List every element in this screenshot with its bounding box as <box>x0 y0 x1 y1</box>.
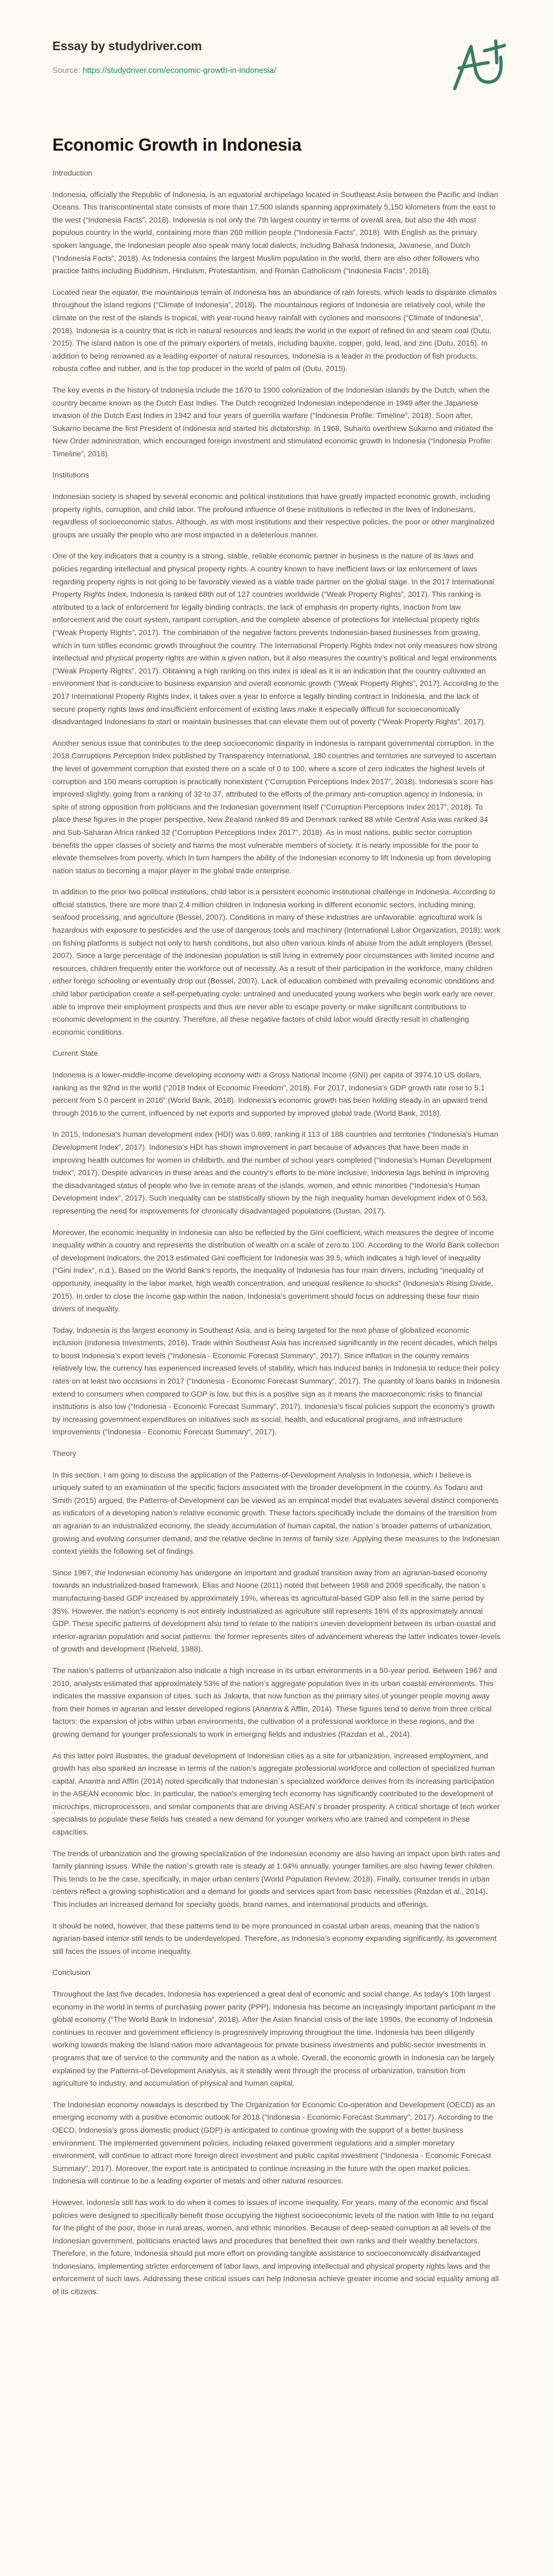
paragraph: In 2015, Indonesia’s human development index (HDI) was 0.689, ranking it 113 of 188 countries and territories (“Indonesia’s Human Development Index”, 2017). Indonesia’s HDI has shown improvement in part because of advances that have been made in improving health outcomes for women in childbirth, and the number of school years completed (“Indonesia’s Human Development Index”, 2017). Despite advances in these areas and the country’s efforts to be more inclusive, Indonesia lags behind in improving the disadvantaged status of people who live in remote areas of the islands, women, and ethnic minorities (“Indonesia’s Human Development Index”, 2017). Such inequality can be statistically shown by the high inequality human development index of 0.563, representing the need for improvements for chronically disadvantaged populations (Dustan, 2017). <box>52 1130 498 1216</box>
paragraph: Today, Indonesia is the largest economy in Southeast Asia, and is being targeted for the next phase of globalized economic inclusion (Indonesia Investments, 2016). Trade within Southeast Asia has increased significantly in the recent decades, which helps to boost Indonesia’s export levels (“Indonesia - Economic Forecast Summary”, 2017). Since inflation in the country remains relatively low, the currency has experienced increased levels of stability, which has induced banks in Indonesia to reduce their policy rates on at least two occasions in 2017 (“Indonesia - Economic Forecast Summary”, 2017). The quantity of loans banks in Indonesia extend to consumers when compared to GDP is low, but this is a positive sign as it means the macroeconomic risks to financial institutions is also low (“Indonesia - Economic Forecast Summary”, 2017). Indonesia’s fiscal policies support the economy’s growth by increasing government expenditures on initiatives such as social, health, and educational programs, and infrastructure improvements (“Indonesia - Economic Forecast Summary”, 2017). <box>52 1326 500 1437</box>
source-link[interactable]: https://studydriver.com/economic-growth-in-indonesia/ <box>82 66 276 75</box>
source-label: Source: <box>52 66 83 75</box>
page-header <box>0 0 553 154</box>
paragraph: The key events in the history of Indonesia include the 1670 to 1900 colonization of the Indonesian islands by the Dutch, when the country became known as the Dutch East Indies. The Dutch recognized Indonesian independence in 1949 after the Japanese invasion of the Dutch East Indies in 1942 and four years of guerrilla warfare (“Indonesia Profile: Timeline”, 2018). Soon after, Sukarno became the first President of Indonesia and started his dictatorship. In 1968, Suharto overthrew Sukarno and initiated the New Order administration, which encouraged foreign investment and stimulated economic growth in Indonesia (“Indonesia Profile: Timeline”, 2018). <box>52 386 494 458</box>
paragraph: Indonesia is a lower-middle-income developing economy with a Gross National Income (GNI) per capita of 3974.10 US dollars, ranking as the 92nd in the world (“2018 Index of Economic Freedom”, 2018). For 2017, Indonesia’s GDP growth rate rose to 5.1 percent from 5.0 percent in 2016” (World Bank, 2018). Indonesia’s economic growth has been holding steady in an upward trend through 2016 to the current, influenced by net exports and supported by improved global trade (World Bank, 2018). <box>52 1071 488 1118</box>
paragraph: Located near the equator, the mountainous terrain of Indonesia has an abundance of rain forests, which leads to disparate climates throughout the island regions (“Climate of Indonesia”, 2018). The mountainous regions of Indonesia are relatively cool, while the climate on the rest of the islands is tropical, with year-round heavy rainfall with cyclones and monsoons (“Climate of Indonesia”, 2018). Indonesia is a country that is rich in natural resources and leads the world in the export of refined tin and steam coal (Dutu, 2015). The island nation is one of the primary exporters of metals, including bauxite, copper, gold, lead, and zinc (Dutu, 2015). In addition to being renowned as a leading exporter of natural resources, Indonesia is a leader in the production of fish products, robusta coffee and rubber, and is the top producer in the world of palm oil (Dutu, 2015). <box>52 288 497 374</box>
section-heading-current-state: Current State <box>52 1049 98 1058</box>
paragraph: The Indonesian economy nowadays is described by The Organization for Economic Co-operation and Development (OECD) as an emerging economy with a positive economic outlook for 2018 (“Indonesia - Economic Forecast Summary”, 2017). According to the OECD, Indonesia’s gross domestic product (GDP) is anticipated to continue growing with the support of a better business environment. The implemented government policies, including relaxed government regulations and a simpler monetary environment, will continue to attract more foreign direct investment and public capital investment (“Indonesia - Economic Forecast Summary”, 2017). Moreover, the export rate is anticipated to continue increasing in the future with the open market policies. Indonesia will continue to be a leading exporter of metals and other natural resources. <box>52 2100 495 2186</box>
brand-title: Essay by studydriver.com <box>52 39 202 53</box>
essay-title: Economic Growth in Indonesia <box>52 135 301 154</box>
paragraph: Indonesia, officially the Republic of Indonesia, is an equatorial archipelago located in Southeast Asia between the Pacific and Indian Oceans. This transcontinental state consists of more than 17,500 islands spanning approximately 5,150 kilometers from the east to the west (“Indonesia Facts”, 2018). Indonesia is not only the 7th largest country in terms of overall area, but also the 4th most populous country in the world, containing more than 260 million people (“Indonesia Facts”, 2018). With English as the primary spoken language, the Indonesian people also speak many local dialects, including Bahasa Indonesia, Javanese, and Dutch (“Indonesia Facts”, 2018). As Indonesia contains the largest Muslim population in the world, there are also other followers who practice faiths including Buddhism, Hinduism, Protestantism, and Roman Catholicism (“Indonesia Facts”, 2018). <box>52 190 498 276</box>
paragraph: The nation’s patterns of urbanization also indicate a high increase in its urban environments in a 50-year period. Between 1967 and 2010, analysts estimated that approximately 53% of the nation’s aggregate population lives in its urban coastal environments. This indicates the massive expansion of cities, such as Jakarta, that now function as the primary sites of younger people moving away from their homes in agrarian and lesser developed regions (Anantra & Afflin, 2014). These figures tend to derive from three critical factors: the expansion of jobs within urban environments, the cultivation of a professional workforce in these regions, and the growing demand for younger professionals to work in emerging fields and industries (Razdan et al., 2014). <box>52 1666 497 1739</box>
section-heading-conclusion: Conclusion <box>52 1968 91 1978</box>
paragraph: Since 1967, the Indonesian economy has undergone an important and gradual transition away from an agrarian-based economy towards an industrialized-based framework. Elias and Noone (2011) noted that between 1968 and 2009 specifically, the nation`s manufacturing-based GDP increased by approximately 19%, whereas its agricultural-based GDP also fell in the same period by 35%. However, the nation’s economy is not entirely industrialized as agriculture still represents 16% of its approximately annual GDP. These specific patterns of development also tend to relate to the nation’s uneven development between its urban-coastal and interior-agrarian population and social patterns: the former represents sites of advancement whereas the latter indicates lower-levels of growth and development (Rielveld, 1988). <box>52 1568 501 1654</box>
a-plus-grade-icon <box>444 35 509 95</box>
paragraph: It should be noted, however, that these patterns tend to be more pronounced in coastal urban areas, meaning that the nation’s agrarian-based interior still tends to be underdeveloped. Therefore, as Indonesia’s economy expanding significantly, its government still faces the issues of income inequality. <box>52 1921 497 1956</box>
paragraph: Indonesian society is shaped by several economic and political institutions that have greatly impacted economic growth, including property rights, corruption, and child labor. The profound influence of these institutions is reflected in the lives of Indonesians, regardless of socioeconomic status. Although, as with most institutions and their respective policies, the poor or other marginalized groups are usually the people who are most impacted in a deleterious manner. <box>52 493 495 540</box>
essay-body <box>52 167 501 2308</box>
paragraph: Moreover, the economic inequality in Indonesia can also be reflected by the Gini coefficient, which measures the degree of income inequality within a country and represents the distribution of wealth on a scale of zero to 100. According to the World Bank collection of development indicators, the 2013 estimated Gini coefficient for Indonesia was 39.5, which indicates a high level of inequality (“Gini Index”, n.d.). Based on the World Bank’s reports, the inequality of Indonesia has four main drivers, including “inequality of opportunity, inequality in the labor market, high wealth concentration, and unequal resilience to shocks” (Indonesia's Rising Divide, 2015). In order to close the income gap within the nation, Indonesia’s government should focus on addressing these four main drivers of inequality. <box>52 1228 500 1314</box>
paragraph: However, Indonesia still has work to do when it comes to issues of income inequality. For years, many of the economic and fiscal policies were designed to specifically benefit those occupying the highest socioeconomic levels of the nation with little to no regard for the plight of the poor, those in rural areas, women, and ethnic minorities. Because of deep-seated corruption at all levels of the Indonesian government, politicians enacted laws and procedures that benefited their own ranks and their wealthy benefactors. Therefore, in the future, Indonesia should put more effort on providing tangible assistance to socioeconomically disadvantaged Indonesians, implementing stricter enforcement of labor laws, and improving intellectual and physical property rights laws and the enforcement of such laws. Addressing these critical issues can help Indonesia achieve greater income and social equality among all of its citizens. <box>52 2198 499 2297</box>
paragraph: The trends of urbanization and the growing specialization of the Indonesian economy are also having an impact upon birth rates and family planning issues. While the nation`s growth rate is steady at 1.04% annually, younger families are also having fewer children. This tends to be the case, specifically, in major urban centers (World Population Review, 2018). Finally, consumer trends in urban centers reflect a growing sophistication and a demand for goods and services apart from basic necessities (Razdan et al., 2014). This includes an increased demand for specialty goods, brand names, and international products and offerings. <box>52 1849 500 1910</box>
paragraph: Throughout the last five decades, Indonesia has experienced a great deal of economic and social change. As today’s 10th largest economy in the world in terms of purchasing power parity (PPP), Indonesia has become an increasingly important participant in the global economy (“The World Bank In Indonesia”, 2018). After the Asian financial crisis of the late 1990s, the economy of Indonesia continues to recover and government efficiency is progressively improving throughout the time. Indonesia has been diligently working towards making the island nation more advantageous for private business investments and public-sector investments in programs that are of service to the community and the nation as a whole. Overall, the economic growth in Indonesia can be largely explained by the Patterns-of-Development Analysis, as it steadily went through the process of urbanization, transition from agriculture to industry, and accumulation of physical and human capital. <box>52 1990 496 2088</box>
paragraph: Another serious issue that contributes to the deep socioeconomic disparity in Indonesia is rampant governmental corruption. In the 2018 Corruptions Perception Index published by Transparency International, 180 countries and territories are surveyed to ascertain the level of government corruption that existed there on a scale of 0 to 100, where a score of zero indicates the highest levels of corruption and 100 means corruption is practically nonexistent (“Corruption Perceptions Index 2017”, 2018). Indonesia’s score has improved slightly, going from a ranking of 32 to 37, attributed to the efforts of the primary anti-corruption agency in Indonesia, in spite of strong opposition from politicians and the Indonesian government itself (“Corruption Perceptions Index 2017”, 2018). To place these figures in the proper perspective, New Zealand ranked 89 and Denmark ranked 88 while Central Asia was ranked 34 and Sub-Saharan Africa ranked 32 (“Corruption Perceptions Index 2017”, 2018). As in most nations, public sector corruption benefits the upper classes of society and harms the most vulnerable members of society. It is nearly impossible for the poor to elevate themselves from poverty, which in turn hampers the ability of the Indonesian economy to lift Indonesia up from developing nation status to becoming a major player in the global trade enterprise. <box>52 739 496 875</box>
section-heading-introduction: Introduction <box>52 169 93 178</box>
paragraph: One of the key indicators that a country is a strong, stable, reliable economic partner in business is the nature of its laws and policies regarding intellectual and physical property rights. A country known to have inefficient laws or lax enforcement of laws regarding property rights is not going to be favorably viewed as a viable trade partner on the global stage. In the 2017 International Property Rights Index, Indonesia is ranked 68th out of 127 countries worldwide (“Weak Property Rights”, 2017). This ranking is attributed to a lack of enforcement for legally binding contracts, the lack of emphasis on property rights, inaction from law enforcement and the court system, rampant corruption, and the complete absence of protections for intellectual property rights (“Weak Property Rights”, 2017). The combination of the negative factors prevents Indonesian-based businesses from growing, which in turn stifles economic growth throughout the country. The International Property Rights Index not only measures how strong intellectual and physical property rights are within a given nation, but it also measures the country’s political and legal environments (“Weak Property Rights”, 2017). Obtaining a high ranking on this index is ideal as it is an indication that the country cultivated an environment that is conducive to business expansion and overall economic growth (“Weak Property Rights”, 2017). According to the 2017 International Property Rights Index, it takes over a year to enforce a legally binding contract in Indonesia, and the lack of secure property rights laws and insufficient enforcement of existing laws make it especially difficult for socioeconomically disadvantaged Indonesians to start or maintain businesses that can elevate them out of poverty (“Weak Property Rights”, 2017). <box>52 552 499 727</box>
section-heading-institutions: Institutions <box>52 471 89 480</box>
section-heading-theory: Theory <box>52 1449 77 1459</box>
paragraph: In this section, I am going to discuss the application of the Patterns-of-Development Analysis in Indonesia, which I believe is uniquely suited to an examination of the specific factors associated with the broader development in the country. As Todaro and Smith (2015) argued, the Patterns-of-Development can be viewed as an empirical model that evaluates several distinct components as indicators of a developing nation’s relative economic growth. These factors specifically include the domains of the transition from an agrarian to an industrialized economy, the steady accumulation of human capital, the nation`s broader patterns of urbanization, growing and evolving consumer demand, and the relative decline in terms of family size. Applying these measures to the Indonesian context yields the following set of findings. <box>52 1471 500 1556</box>
paragraph: As this latter point illustrates, the gradual development of Indonesian cities as a site for urbanization, increased employment, and growth has also sparked an increase in terms of the nation’s aggregate professional workforce and collection of specialized human capital. Anantra and Afflin (2014) noted specifically that Indonesian`s specialized workforce derives from its increasing participation in the ASEAN economic bloc. In particular, the nation’s emerging tech economy has significantly contributed to the development of microchips, microprocessors, and similar components that are driving ASEAN`s broader prosperity. A critical shortage of tech worker specialists to populate these fields has created a new demand for younger workers who are trained and competent in these capacities. <box>52 1751 500 1837</box>
source-line <box>52 66 276 75</box>
paragraph: In addition to the prior two political institutions, child labor is a persistent economic institutional challenge in Indonesia. According to official statistics, there are more than 2.4 million children in Indonesia working in different economic sectors, including mining, seafood processing, and agriculture (Bessel, 2007). Conditions in many of these industries are unfavorable: agricultural work is hazardous with exposure to pesticides and the use of dangerous tools and machinery (International Labor Organization, 2018); work on fishing platforms is subject not only to harsh conditions, but also often various kinds of abuse from the adult employers (Bessel, 2007). Since a large percentage of the Indonesian population is still living in extremely poor circumstances with limited income and resources, children frequently enter the workforce out of necessity. As a result of their participation in the workforce, many children either forego schooling or eventually drop out (Bessel, 2007). Lack of education combined with prevailing economic conditions and child labor participation create a self-perpetuating cycle: untrained and uneducated young workers who begin work early are never able to improve their employment prospects and thus are never able to escape poverty or make significant contributions to economic development in the country. Therefore, all these negative factors of child labor would directly result in challenging economic conditions. <box>52 888 501 1037</box>
